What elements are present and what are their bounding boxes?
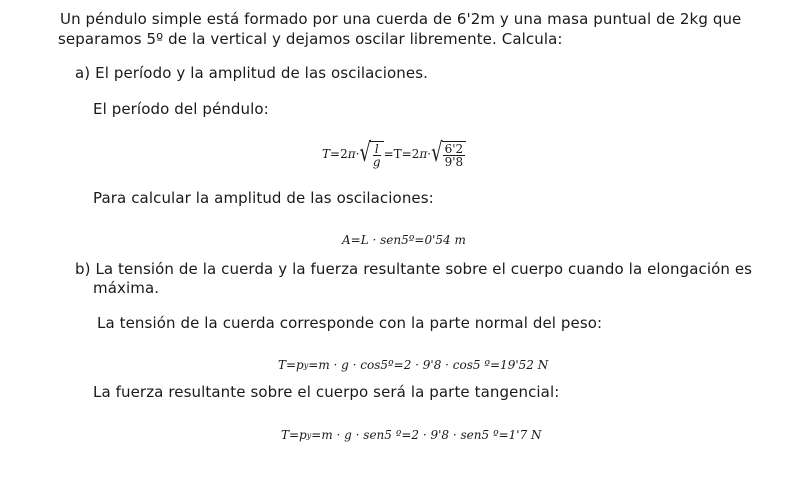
force-formula: T=p y =m · g · sen5 º=2 · 9'8 · sen5 º=1'7 N — [281, 428, 542, 442]
amplitude-formula: A=L · sen5º=0'54 m — [342, 233, 466, 247]
intro-line-2: separamos 5º de la vertical y dejamos oscilar libremente. Calcula: — [58, 30, 563, 48]
part-b-heading-line-1: b) La tensión de la cuerda y la fuerza resultante sobre el cuerpo cuando la elongación es — [75, 260, 753, 278]
part-a-heading: a) El período y la amplitud de las oscilaciones. — [75, 64, 429, 82]
period-label: El período del péndulo: — [93, 100, 269, 118]
period-formula: T =2 π · √ $\frac{l}{g}$ =T=2 π · √ $\frac{6'2}{9'8}$ — [322, 136, 466, 172]
tension-formula: T=p y =m · g · cos5º=2 · 9'8 · cos5 º=19'52 N — [278, 358, 549, 372]
tension-label: La tensión de la cuerda corresponde con la parte normal del peso: — [97, 314, 603, 332]
intro-line-1: Un péndulo simple está formado por una cuerda de 6'2m y una masa puntual de 2kg que — [60, 10, 742, 28]
amplitude-label: Para calcular la amplitud de las oscilaciones: — [93, 189, 434, 207]
force-label: La fuerza resultante sobre el cuerpo será la parte tangencial: — [93, 383, 560, 401]
part-b-heading-line-2: máxima. — [93, 279, 160, 297]
